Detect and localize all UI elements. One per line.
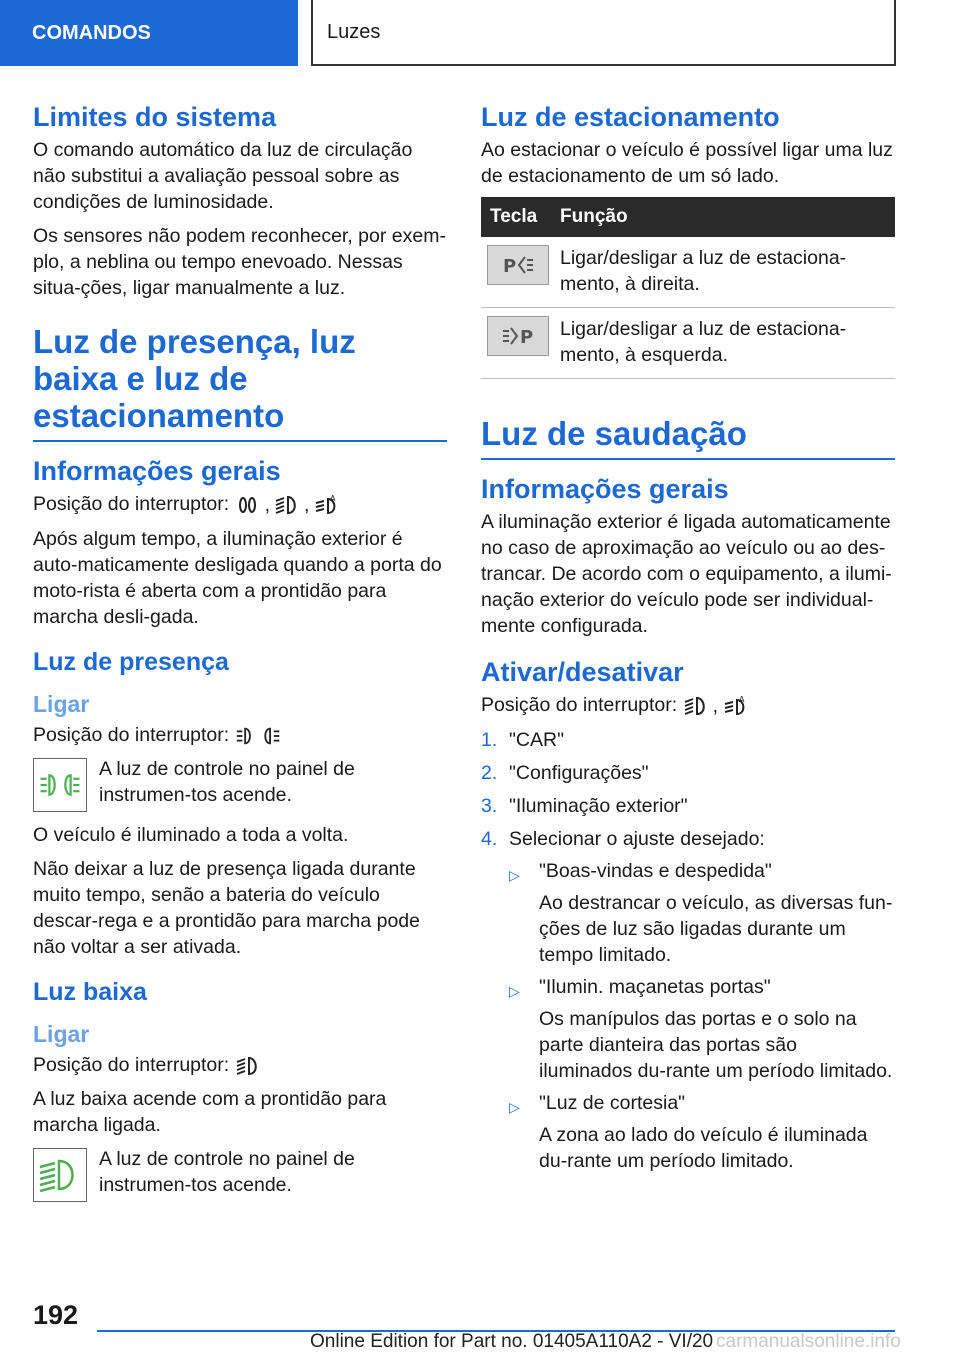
toggle-switch-label: Posição do interruptor: [481,694,678,716]
svg-text:A: A [330,493,336,503]
low-beam-switch-label: Posição do interruptor: [33,1053,230,1076]
parking-right-function: Ligar/desligar a luz de estaciona-mento, à direita. [551,237,895,308]
triangle-bullet-icon: ▷ [509,982,520,999]
col-key-header: Tecla [481,197,551,237]
option-label: "Luz de cortesia" [539,1091,686,1114]
limits-heading: Limites do sistema [33,102,277,132]
info-heading: Informações gerais [33,456,281,486]
parking-left-function: Ligar/desligar a luz de estaciona-mento, à esquerda. [551,308,895,379]
list-item [481,793,895,819]
info-paragraph: Após algum tempo, a iluminação exterior é auto-maticamente desligada quando a porta do moto-rista é aberta com a prontidão para marcha desli-gada. [33,527,442,628]
page-header [0,0,960,66]
parking-heading: Luz de estacionamento [481,102,780,132]
welcome-heading: Luz de saudação [481,415,895,460]
footer-edition: Online Edition for Part no. 01405A110A2 - VI/20 [310,1331,714,1352]
low-beam-icon [274,493,300,517]
watermark: carmanualsonline.info [716,1331,901,1352]
triangle-bullet-icon: ▷ [509,1098,520,1115]
svg-text:P: P [503,256,517,277]
step-text: Selecionar o ajuste desejado: [509,827,765,850]
col-function-header: Função [551,197,895,237]
svg-text:A: A [739,694,745,704]
option-desc: Os manípulos das portas e o solo na parte dianteira das portas são iluminados du-rante um período limitado. [539,1007,893,1082]
low-beam-heading: Luz baixa [33,977,147,1006]
presence-on-heading: Ligar [33,690,90,717]
limits-paragraph-2: Os sensores não podem reconhecer, por exem-plo, a neblina ou tempo enevoado. Nessas situa-ções, ligar manualmente a luz. [33,225,446,299]
low-beam-switch-icon [235,1054,261,1078]
table-row [481,308,895,379]
parking-light-left-icon [500,322,536,350]
toggle-switch-line [481,692,895,719]
step-number: 2. [481,761,498,784]
lights-off-icon [235,493,261,517]
parking-lights-icon [235,724,283,748]
info-switch-icons [235,492,340,518]
low-beam-note-text: A luz de controle no painel de instrumen-tos acende. [99,1147,355,1196]
step-text: "Iluminação exterior" [509,794,688,817]
list-item [509,974,895,1084]
page-number: 192 [33,1300,79,1330]
welcome-info-paragraph: A iluminação exterior é ligada automaticamente no caso de aproximação ao veículo ou ao des-trancar. De acordo com o equipamento, a ilumi-nação exterior do veículo pode ser individual-mente configurada. [481,511,892,637]
right-column [481,96,895,1187]
step-text: "Configurações" [509,761,649,784]
presence-indicator-box [33,758,87,812]
auto-light-icon [722,694,748,718]
steps-list [481,727,895,1180]
presence-note-text: A luz de controle no painel de instrumen-tos acende. [99,757,355,806]
list-item [481,760,895,786]
table-header-row [481,197,895,237]
options-list [509,858,895,1174]
presence-switch-line [33,722,447,748]
list-item [509,1090,895,1174]
option-desc: A zona ao lado do veículo é iluminada du-rante um período limitado. [539,1123,868,1172]
info-switch-line [33,491,447,518]
triangle-bullet-icon: ▷ [509,866,520,883]
chapter-tab: Luzes [311,0,896,66]
section-tab: COMANDOS [0,0,298,66]
welcome-info-heading: Informações gerais [481,474,729,504]
parking-light-right-icon [500,251,536,279]
low-beam-indicator-box [33,1148,87,1202]
option-label: "Boas-vindas e despedida" [539,859,772,882]
option-label: "Ilumin. maçanetas portas" [539,975,771,998]
parking-paragraph: Ao estacionar o veículo é possível ligar uma luz de estacionamento de um só lado. [481,139,893,187]
step-number: 4. [481,827,498,850]
option-desc: Ao destrancar o veículo, as diversas fun-ções de luz são ligadas durante um tempo limitado. [539,891,893,966]
low-beam-on-heading: Ligar [33,1020,90,1047]
presence-switch-label: Posição do interruptor: [33,723,230,746]
low-beam-icon [683,694,709,718]
parking-light-indicator-icon [37,765,83,805]
parking-keys-table [481,197,895,379]
main-heading: Luz de presença, luz baixa e luz de estacionamento [33,323,447,442]
low-beam-indicator-icon [37,1155,83,1195]
low-beam-indicator-note [33,1146,447,1202]
info-switch-label: Posição do interruptor: [33,493,230,515]
low-beam-switch-line [33,1052,447,1078]
list-item [481,826,895,1180]
info-separator-2: , [304,493,310,516]
auto-light-icon [313,493,339,517]
limits-paragraph-1: O comando automático da luz de circulação não substitui a avaliação pessoal sobre as condições de luminosidade. [33,139,413,213]
parking-right-key[interactable] [487,245,549,285]
presence-indicator-note [33,756,447,812]
step-text: "CAR" [509,728,565,751]
toggle-separator: , [712,694,719,717]
info-separator-1: , [264,493,271,516]
toggle-heading: Ativar/desativar [481,657,684,687]
step-number: 3. [481,794,498,817]
list-item [481,727,895,753]
svg-text:P: P [520,327,534,348]
presence-heading: Luz de presença [33,647,229,676]
left-column [33,96,447,1212]
presence-paragraph-2: Não deixar a luz de presença ligada durante muito tempo, senão a bateria do veículo descar-rega e a prontidão para marcha pode não voltar a ser ativada. [33,857,420,958]
presence-paragraph-1: O veículo é iluminado a toda a volta. [33,823,349,846]
step-number: 1. [481,728,498,751]
list-item [509,858,895,968]
parking-left-key[interactable] [487,316,549,356]
table-row [481,237,895,308]
low-beam-paragraph: A luz baixa acende com a prontidão para marcha ligada. [33,1087,387,1136]
